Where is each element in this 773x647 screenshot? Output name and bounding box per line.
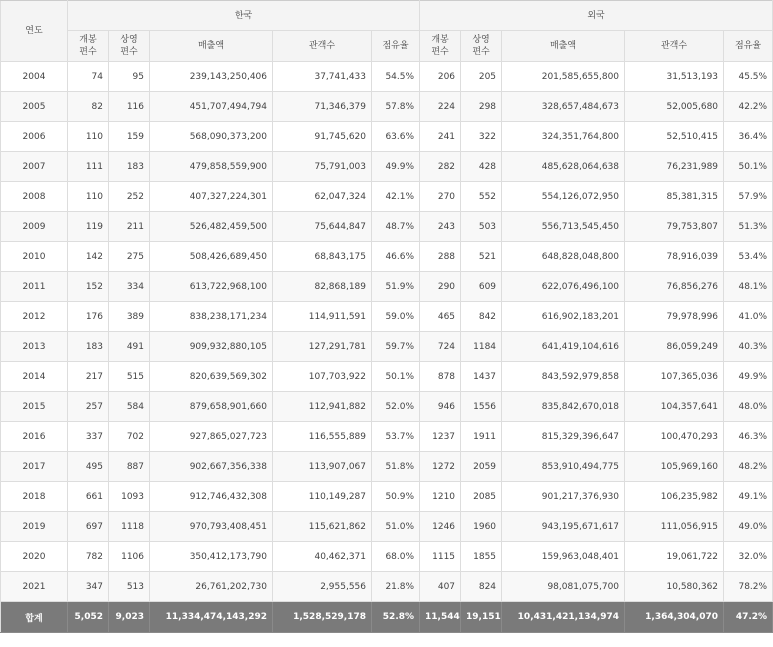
korea-release-count-cell: 82	[68, 92, 109, 122]
foreign-release-count-cell: 288	[420, 242, 461, 272]
table-row	[1, 542, 773, 572]
korea-screening-count-cell: 887	[109, 452, 150, 482]
foreign-release-count-cell: 724	[420, 332, 461, 362]
foreign-sales-cell: 159,963,048,401	[502, 542, 625, 572]
table-row	[1, 452, 773, 482]
year-cell: 2012	[1, 302, 68, 332]
total-foreign-release-count: 11,544	[420, 602, 461, 633]
korea-release-count-cell: 152	[68, 272, 109, 302]
header-label: 상영 편수	[472, 35, 490, 57]
korea-sales-cell: 479,858,559,900	[150, 152, 273, 182]
foreign-share-cell: 53.4%	[724, 242, 773, 272]
korea-share-cell: 52.0%	[372, 392, 420, 422]
korea-sales-cell: 909,932,880,105	[150, 332, 273, 362]
year-cell: 2005	[1, 92, 68, 122]
table-row	[1, 332, 773, 362]
korea-screening-count-cell: 211	[109, 212, 150, 242]
korea-screening-count-cell: 95	[109, 62, 150, 92]
table-row	[1, 392, 773, 422]
korea-share-cell: 48.7%	[372, 212, 420, 242]
foreign-sales-cell: 324,351,764,800	[502, 122, 625, 152]
foreign-release-count-cell: 243	[420, 212, 461, 242]
foreign-share-cell: 57.9%	[724, 182, 773, 212]
table-row	[1, 242, 773, 272]
foreign-release-count-cell: 282	[420, 152, 461, 182]
foreign-sales-cell: 843,592,979,858	[502, 362, 625, 392]
total-korea-release-count: 5,052	[68, 602, 109, 633]
year-cell: 2021	[1, 572, 68, 602]
table-row	[1, 572, 773, 602]
korea-screening-count-cell: 1093	[109, 482, 150, 512]
foreign-screening-count-cell: 1437	[461, 362, 502, 392]
header-label: 개봉 편수	[79, 35, 97, 57]
korea-sales-cell: 350,412,173,790	[150, 542, 273, 572]
foreign-sales-cell: 98,081,075,700	[502, 572, 625, 602]
foreign-release-count-cell: 1115	[420, 542, 461, 572]
foreign-audience-cell: 79,753,807	[625, 212, 724, 242]
year-cell: 2004	[1, 62, 68, 92]
year-cell: 2008	[1, 182, 68, 212]
foreign-audience-cell: 76,856,276	[625, 272, 724, 302]
header-foreign-release-count	[420, 31, 461, 62]
korea-screening-count-cell: 334	[109, 272, 150, 302]
korea-screening-count-cell: 389	[109, 302, 150, 332]
year-cell: 2017	[1, 452, 68, 482]
korea-share-cell: 68.0%	[372, 542, 420, 572]
foreign-share-cell: 42.2%	[724, 92, 773, 122]
korea-sales-cell: 526,482,459,500	[150, 212, 273, 242]
table-row	[1, 272, 773, 302]
korea-release-count-cell: 110	[68, 122, 109, 152]
korea-screening-count-cell: 116	[109, 92, 150, 122]
foreign-screening-count-cell: 1184	[461, 332, 502, 362]
total-foreign-share: 47.2%	[724, 602, 773, 633]
foreign-sales-cell: 641,419,104,616	[502, 332, 625, 362]
korea-audience-cell: 75,791,003	[273, 152, 372, 182]
korea-share-cell: 54.5%	[372, 62, 420, 92]
foreign-audience-cell: 105,969,160	[625, 452, 724, 482]
foreign-audience-cell: 52,005,680	[625, 92, 724, 122]
year-cell: 2015	[1, 392, 68, 422]
foreign-screening-count-cell: 428	[461, 152, 502, 182]
table-header	[1, 1, 773, 62]
korea-release-count-cell: 782	[68, 542, 109, 572]
header-foreign-sales: 매출액	[502, 31, 625, 62]
foreign-share-cell: 46.3%	[724, 422, 773, 452]
foreign-sales-cell: 201,585,655,800	[502, 62, 625, 92]
foreign-share-cell: 36.4%	[724, 122, 773, 152]
korea-sales-cell: 902,667,356,338	[150, 452, 273, 482]
foreign-share-cell: 78.2%	[724, 572, 773, 602]
korea-share-cell: 50.1%	[372, 362, 420, 392]
total-row	[1, 602, 773, 633]
header-korea-sales: 매출액	[150, 31, 273, 62]
foreign-release-count-cell: 878	[420, 362, 461, 392]
foreign-screening-count-cell: 2085	[461, 482, 502, 512]
foreign-audience-cell: 31,513,193	[625, 62, 724, 92]
korea-sales-cell: 568,090,373,200	[150, 122, 273, 152]
foreign-release-count-cell: 224	[420, 92, 461, 122]
foreign-screening-count-cell: 824	[461, 572, 502, 602]
header-korea: 한국	[68, 1, 420, 31]
korea-share-cell: 42.1%	[372, 182, 420, 212]
foreign-release-count-cell: 1210	[420, 482, 461, 512]
foreign-sales-cell: 616,902,183,201	[502, 302, 625, 332]
korea-release-count-cell: 176	[68, 302, 109, 332]
korea-sales-cell: 970,793,408,451	[150, 512, 273, 542]
foreign-share-cell: 41.0%	[724, 302, 773, 332]
foreign-release-count-cell: 465	[420, 302, 461, 332]
year-cell: 2007	[1, 152, 68, 182]
korea-release-count-cell: 111	[68, 152, 109, 182]
korea-sales-cell: 838,238,171,234	[150, 302, 273, 332]
korea-audience-cell: 112,941,882	[273, 392, 372, 422]
korea-share-cell: 63.6%	[372, 122, 420, 152]
korea-sales-cell: 407,327,224,301	[150, 182, 273, 212]
foreign-release-count-cell: 1272	[420, 452, 461, 482]
foreign-release-count-cell: 206	[420, 62, 461, 92]
foreign-share-cell: 49.0%	[724, 512, 773, 542]
korea-share-cell: 49.9%	[372, 152, 420, 182]
korea-release-count-cell: 217	[68, 362, 109, 392]
korea-screening-count-cell: 702	[109, 422, 150, 452]
foreign-release-count-cell: 270	[420, 182, 461, 212]
korea-release-count-cell: 347	[68, 572, 109, 602]
foreign-share-cell: 51.3%	[724, 212, 773, 242]
total-foreign-screening-count: 19,151	[461, 602, 502, 633]
korea-screening-count-cell: 275	[109, 242, 150, 272]
korea-release-count-cell: 110	[68, 182, 109, 212]
korea-audience-cell: 37,741,433	[273, 62, 372, 92]
total-korea-audience: 1,528,529,178	[273, 602, 372, 633]
foreign-release-count-cell: 1237	[420, 422, 461, 452]
korea-share-cell: 57.8%	[372, 92, 420, 122]
korea-sales-cell: 912,746,432,308	[150, 482, 273, 512]
korea-audience-cell: 62,047,324	[273, 182, 372, 212]
foreign-share-cell: 48.1%	[724, 272, 773, 302]
foreign-screening-count-cell: 521	[461, 242, 502, 272]
header-label: 개봉 편수	[431, 35, 449, 57]
year-cell: 2018	[1, 482, 68, 512]
header-foreign-screening-count	[461, 31, 502, 62]
foreign-screening-count-cell: 609	[461, 272, 502, 302]
table-row	[1, 92, 773, 122]
korea-audience-cell: 91,745,620	[273, 122, 372, 152]
korea-audience-cell: 107,703,922	[273, 362, 372, 392]
header-foreign-share: 점유율	[724, 31, 773, 62]
header-foreign: 외국	[420, 1, 773, 31]
korea-screening-count-cell: 183	[109, 152, 150, 182]
table-row	[1, 362, 773, 392]
korea-sales-cell: 26,761,202,730	[150, 572, 273, 602]
foreign-release-count-cell: 407	[420, 572, 461, 602]
header-foreign-audience: 관객수	[625, 31, 724, 62]
table-body	[1, 62, 773, 602]
year-cell: 2020	[1, 542, 68, 572]
korea-share-cell: 51.9%	[372, 272, 420, 302]
korea-audience-cell: 113,907,067	[273, 452, 372, 482]
year-cell: 2011	[1, 272, 68, 302]
table-row	[1, 482, 773, 512]
year-cell: 2009	[1, 212, 68, 242]
korea-audience-cell: 110,149,287	[273, 482, 372, 512]
korea-screening-count-cell: 513	[109, 572, 150, 602]
table-row	[1, 212, 773, 242]
korea-screening-count-cell: 252	[109, 182, 150, 212]
table-row	[1, 512, 773, 542]
korea-sales-cell: 239,143,250,406	[150, 62, 273, 92]
foreign-audience-cell: 76,231,989	[625, 152, 724, 182]
foreign-audience-cell: 100,470,293	[625, 422, 724, 452]
foreign-audience-cell: 19,061,722	[625, 542, 724, 572]
korea-share-cell: 51.0%	[372, 512, 420, 542]
total-foreign-sales: 10,431,421,134,974	[502, 602, 625, 633]
foreign-share-cell: 45.5%	[724, 62, 773, 92]
foreign-sales-cell: 901,217,376,930	[502, 482, 625, 512]
foreign-screening-count-cell: 1855	[461, 542, 502, 572]
foreign-sales-cell: 943,195,671,617	[502, 512, 625, 542]
foreign-audience-cell: 107,365,036	[625, 362, 724, 392]
foreign-audience-cell: 104,357,641	[625, 392, 724, 422]
foreign-sales-cell: 554,126,072,950	[502, 182, 625, 212]
korea-share-cell: 53.7%	[372, 422, 420, 452]
korea-release-count-cell: 661	[68, 482, 109, 512]
foreign-screening-count-cell: 1911	[461, 422, 502, 452]
foreign-share-cell: 49.1%	[724, 482, 773, 512]
total-korea-sales: 11,334,474,143,292	[150, 602, 273, 633]
korea-sales-cell: 820,639,569,302	[150, 362, 273, 392]
korea-audience-cell: 40,462,371	[273, 542, 372, 572]
korea-screening-count-cell: 1106	[109, 542, 150, 572]
foreign-share-cell: 48.0%	[724, 392, 773, 422]
foreign-audience-cell: 86,059,249	[625, 332, 724, 362]
foreign-screening-count-cell: 298	[461, 92, 502, 122]
table-row	[1, 422, 773, 452]
total-korea-share: 52.8%	[372, 602, 420, 633]
korea-screening-count-cell: 491	[109, 332, 150, 362]
korea-audience-cell: 68,843,175	[273, 242, 372, 272]
total-foreign-audience: 1,364,304,070	[625, 602, 724, 633]
header-korea-release-count	[68, 31, 109, 62]
korea-share-cell: 51.8%	[372, 452, 420, 482]
header-korea-audience: 관객수	[273, 31, 372, 62]
foreign-share-cell: 50.1%	[724, 152, 773, 182]
korea-share-cell: 21.8%	[372, 572, 420, 602]
foreign-audience-cell: 10,580,362	[625, 572, 724, 602]
foreign-audience-cell: 85,381,315	[625, 182, 724, 212]
year-cell: 2019	[1, 512, 68, 542]
foreign-audience-cell: 78,916,039	[625, 242, 724, 272]
korea-audience-cell: 116,555,889	[273, 422, 372, 452]
korea-release-count-cell: 119	[68, 212, 109, 242]
header-korea-screening-count	[109, 31, 150, 62]
korea-share-cell: 50.9%	[372, 482, 420, 512]
table-row	[1, 152, 773, 182]
foreign-screening-count-cell: 205	[461, 62, 502, 92]
foreign-sales-cell: 815,329,396,647	[502, 422, 625, 452]
foreign-release-count-cell: 946	[420, 392, 461, 422]
korea-screening-count-cell: 515	[109, 362, 150, 392]
foreign-screening-count-cell: 1556	[461, 392, 502, 422]
foreign-screening-count-cell: 322	[461, 122, 502, 152]
foreign-audience-cell: 106,235,982	[625, 482, 724, 512]
korea-release-count-cell: 142	[68, 242, 109, 272]
korea-release-count-cell: 74	[68, 62, 109, 92]
foreign-audience-cell: 111,056,915	[625, 512, 724, 542]
year-cell: 2014	[1, 362, 68, 392]
total-label: 합계	[1, 602, 68, 633]
foreign-sales-cell: 853,910,494,775	[502, 452, 625, 482]
korea-audience-cell: 115,621,862	[273, 512, 372, 542]
korea-share-cell: 59.7%	[372, 332, 420, 362]
korea-share-cell: 46.6%	[372, 242, 420, 272]
korea-sales-cell: 451,707,494,794	[150, 92, 273, 122]
foreign-screening-count-cell: 552	[461, 182, 502, 212]
korea-sales-cell: 613,722,968,100	[150, 272, 273, 302]
foreign-share-cell: 40.3%	[724, 332, 773, 362]
foreign-screening-count-cell: 503	[461, 212, 502, 242]
korea-sales-cell: 879,658,901,660	[150, 392, 273, 422]
foreign-sales-cell: 835,842,670,018	[502, 392, 625, 422]
foreign-audience-cell: 52,510,415	[625, 122, 724, 152]
korea-release-count-cell: 495	[68, 452, 109, 482]
foreign-screening-count-cell: 2059	[461, 452, 502, 482]
korea-audience-cell: 71,346,379	[273, 92, 372, 122]
foreign-sales-cell: 556,713,545,450	[502, 212, 625, 242]
year-cell: 2010	[1, 242, 68, 272]
foreign-share-cell: 48.2%	[724, 452, 773, 482]
korea-share-cell: 59.0%	[372, 302, 420, 332]
korea-audience-cell: 127,291,781	[273, 332, 372, 362]
foreign-sales-cell: 328,657,484,673	[502, 92, 625, 122]
foreign-sales-cell: 648,828,048,800	[502, 242, 625, 272]
korea-release-count-cell: 697	[68, 512, 109, 542]
table-row	[1, 122, 773, 152]
korea-screening-count-cell: 1118	[109, 512, 150, 542]
foreign-share-cell: 49.9%	[724, 362, 773, 392]
foreign-release-count-cell: 290	[420, 272, 461, 302]
korea-audience-cell: 75,644,847	[273, 212, 372, 242]
table-row	[1, 62, 773, 92]
foreign-screening-count-cell: 842	[461, 302, 502, 332]
korea-release-count-cell: 257	[68, 392, 109, 422]
foreign-share-cell: 32.0%	[724, 542, 773, 572]
foreign-release-count-cell: 1246	[420, 512, 461, 542]
korea-audience-cell: 2,955,556	[273, 572, 372, 602]
korea-audience-cell: 82,868,189	[273, 272, 372, 302]
foreign-sales-cell: 622,076,496,100	[502, 272, 625, 302]
korea-screening-count-cell: 584	[109, 392, 150, 422]
korea-sales-cell: 927,865,027,723	[150, 422, 273, 452]
korea-screening-count-cell: 159	[109, 122, 150, 152]
header-year: 연도	[1, 1, 68, 62]
foreign-release-count-cell: 241	[420, 122, 461, 152]
korea-audience-cell: 114,911,591	[273, 302, 372, 332]
table-row	[1, 302, 773, 332]
korea-release-count-cell: 337	[68, 422, 109, 452]
total-korea-screening-count: 9,023	[109, 602, 150, 633]
foreign-audience-cell: 79,978,996	[625, 302, 724, 332]
korea-release-count-cell: 183	[68, 332, 109, 362]
table-row	[1, 182, 773, 212]
korea-sales-cell: 508,426,689,450	[150, 242, 273, 272]
year-cell: 2016	[1, 422, 68, 452]
foreign-sales-cell: 485,628,064,638	[502, 152, 625, 182]
header-label: 상영 편수	[120, 35, 138, 57]
foreign-screening-count-cell: 1960	[461, 512, 502, 542]
year-cell: 2013	[1, 332, 68, 362]
table-footer	[1, 602, 773, 633]
header-korea-share: 점유율	[372, 31, 420, 62]
year-cell: 2006	[1, 122, 68, 152]
